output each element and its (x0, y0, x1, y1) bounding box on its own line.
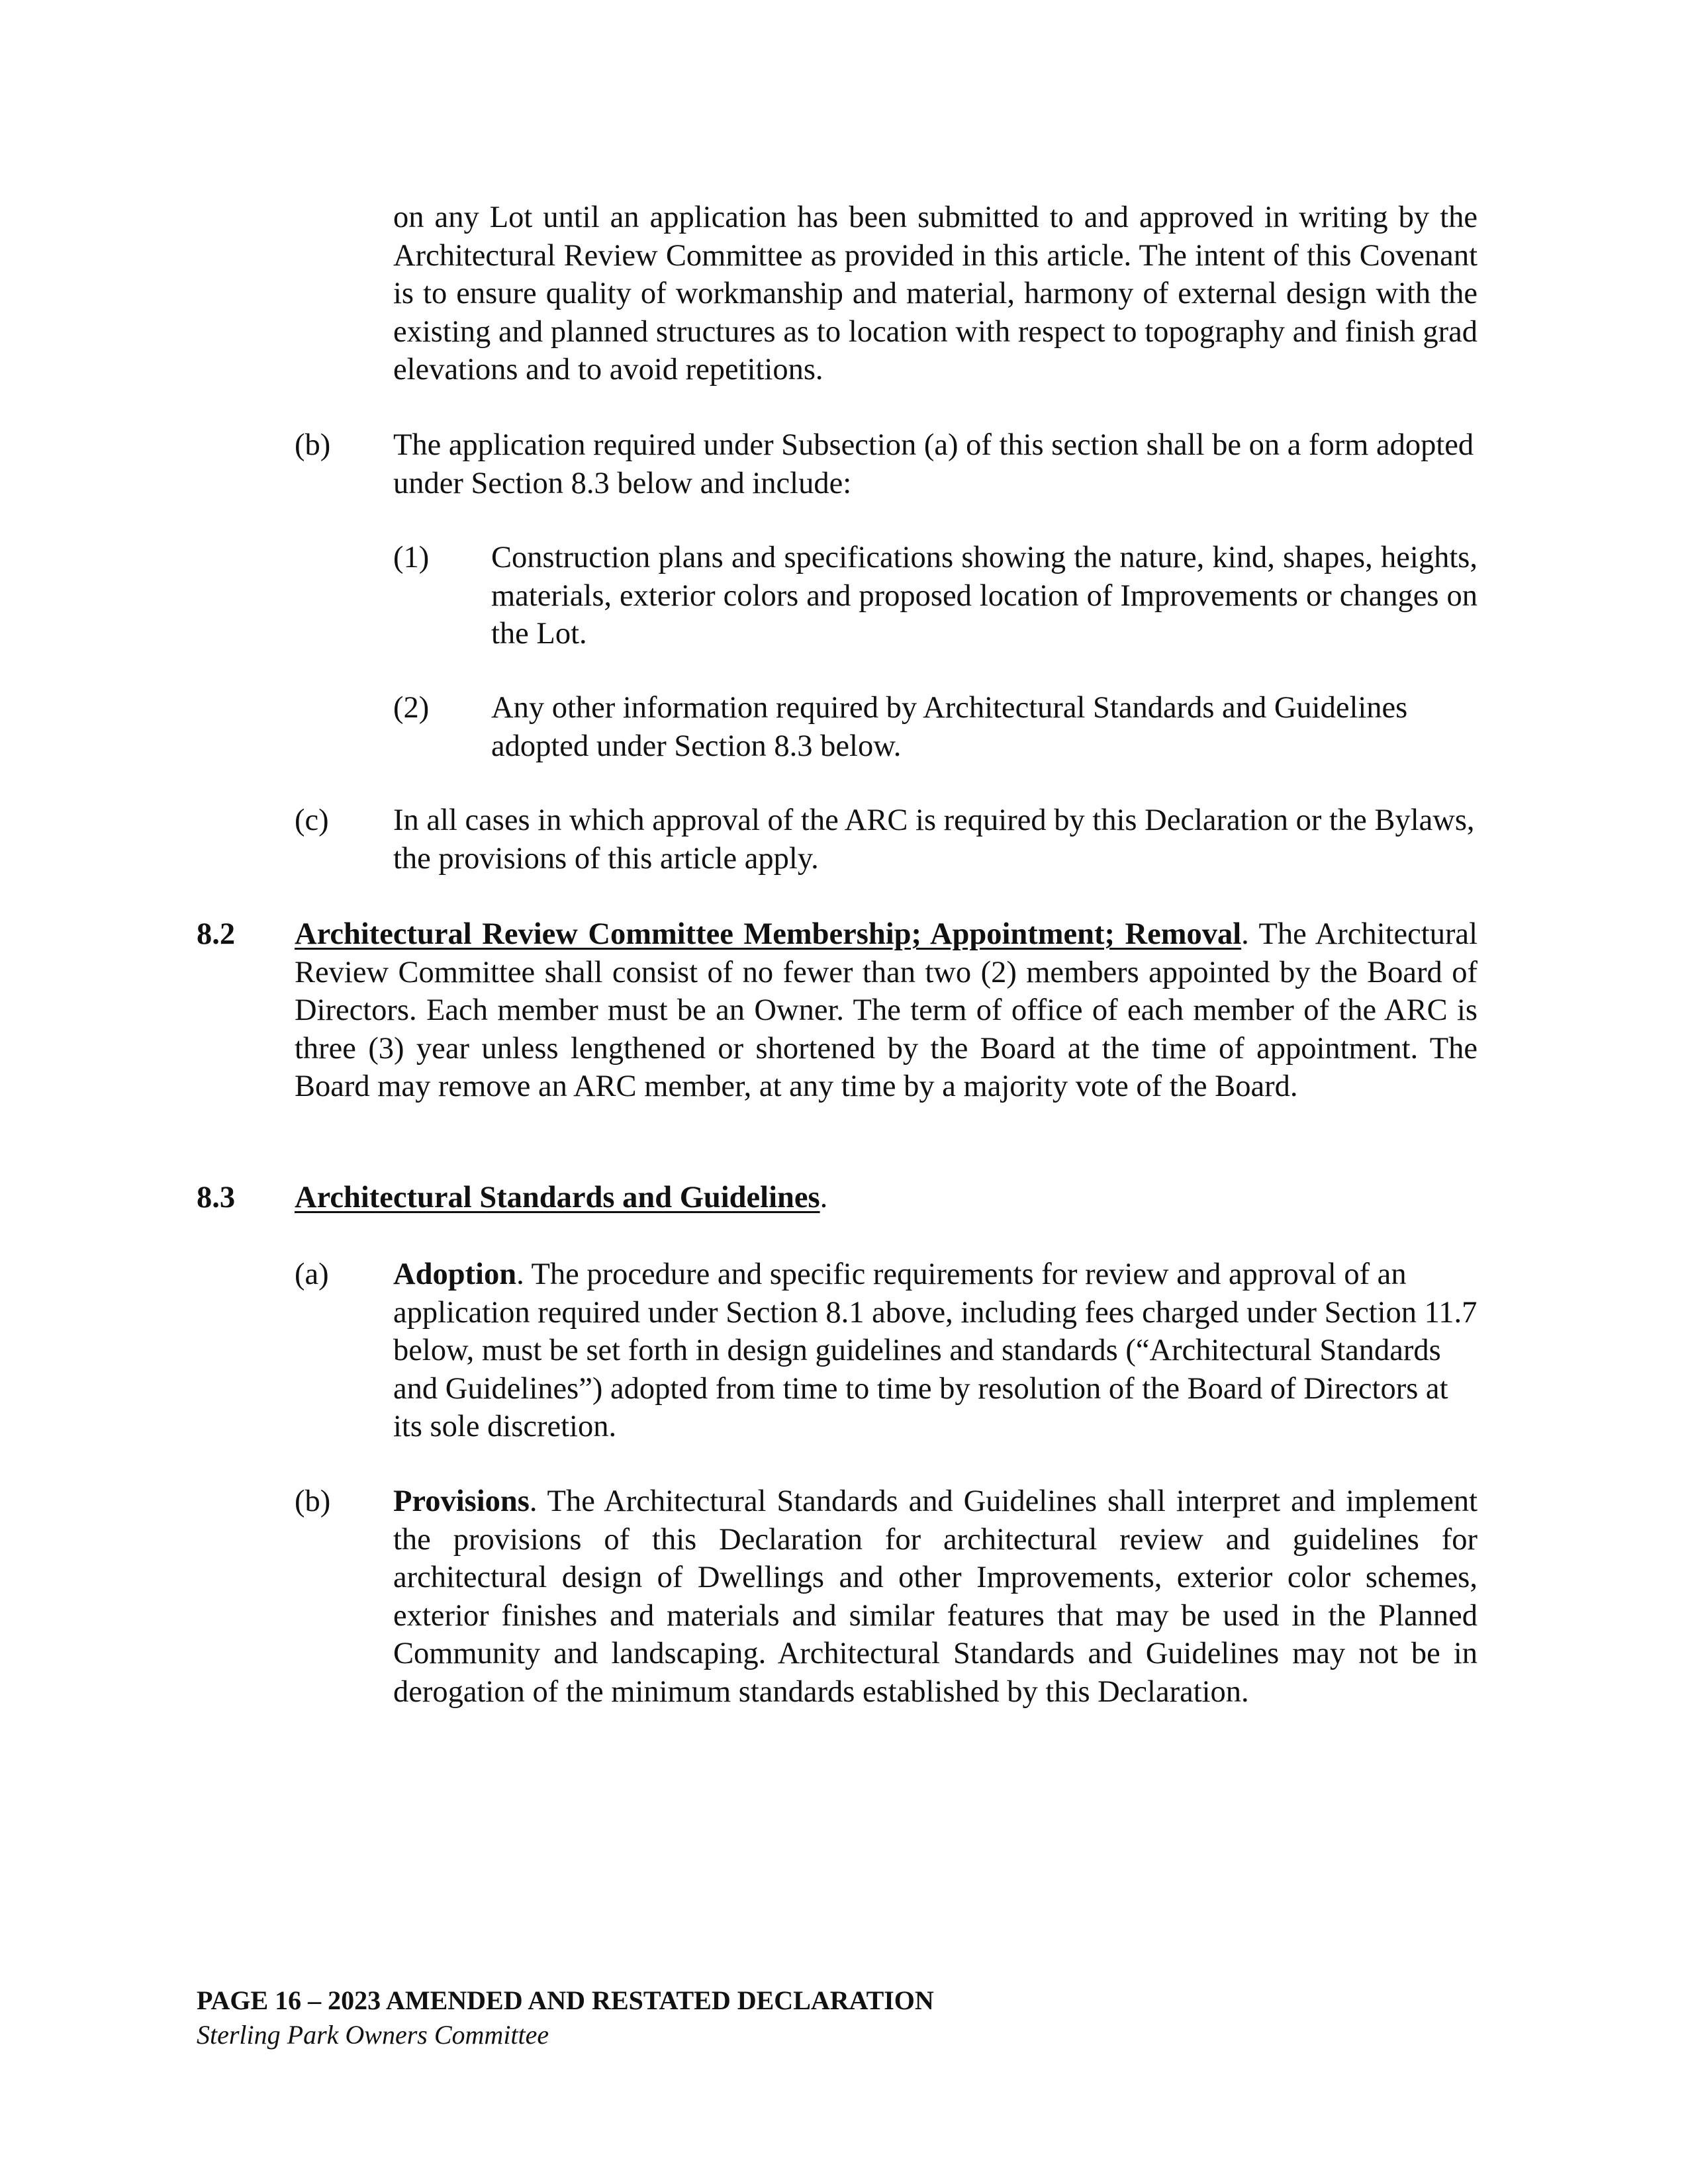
sec82-paragraph (295, 915, 1477, 1106)
sec83-b-punct: . (529, 1484, 538, 1518)
sec81-c-label: (c) (295, 803, 329, 837)
sec81-b-item-1-label: (1) (393, 541, 430, 574)
sec83-a-punct: . (516, 1257, 524, 1291)
sec83-a-title: Adoption (393, 1257, 517, 1291)
sec82-number: 8.2 (197, 917, 236, 951)
sec81-c-paragraph: In all cases in which approval of the ARC is required by this Declaration or the Bylaws, the provisions of this article apply. (393, 803, 1475, 876)
sec82-heading: Architectural Review Committee Membership; Appointment; Removal (295, 917, 1242, 951)
sec83-b-label: (b) (295, 1484, 331, 1518)
sec83-heading: Architectural Standards and Guidelines (295, 1181, 820, 1214)
sec81-b-item-1-text: Construction plans and specifications showing the nature, kind, shapes, heights, materials, exterior colors and proposed location of Improvements or changes on the Lot. (491, 541, 1477, 651)
sec82-heading-punct: . (1241, 917, 1249, 951)
intro-paragraph: on any Lot until an application has been submitted to and approved in writing by the Architectural Review Committee as provided in this article. The intent of this Covenant is to ensure quality of workmanship and material, harmony of external design with the existing and planned structures as to location with respect to topography and finish grad elevations and to avoid repetitions. (393, 201, 1477, 387)
footer-title: PAGE 16 – 2023 AMENDED AND RESTATED DECLARATION (197, 1985, 934, 2015)
sec81-b-label: (b) (295, 428, 331, 462)
sec83-a-label: (a) (295, 1257, 329, 1291)
sec83-a-paragraph (393, 1255, 1477, 1446)
sec83-heading-line (295, 1179, 827, 1217)
sec83-b-title: Provisions (393, 1484, 530, 1518)
sec81-b-paragraph: The application required under Subsection (a) of this section shall be on a form adopted under Section 8.3 below and include: (393, 428, 1474, 500)
sec83-b-paragraph (393, 1482, 1477, 1711)
sec81-b-item-2-label: (2) (393, 691, 430, 725)
footer-subtitle: Sterling Park Owners Committee (197, 2020, 549, 2050)
sec83-number: 8.3 (197, 1181, 236, 1214)
sec83-a-text: The procedure and specific requirements for review and approval of an application required under Section 8.1 above, including fees charged under Section 11.7 below, must be set forth in design guidelines and standards (“Architectural Standards and Guidelines”) adopted from time to time by resolution of the Board of Directors at its sole discretion. (393, 1257, 1477, 1443)
sec83-heading-punct: . (820, 1181, 828, 1214)
sec82-text: The Architectural Review Committee shall consist of no fewer than two (2) members appointed by the Board of Directors. Each member must be an Owner. The term of office of each member of the ARC is three (3) year unless lengthened or shortened by the Board at the time of appointment. The Board may remove an ARC member, at any time by a majority vote of the Board. (295, 917, 1477, 1103)
sec83-b-text: The Architectural Standards and Guidelines shall interpret and implement the provisions of this Declaration for architectural review and guidelines for architectural design of Dwellings and other Improvements, exterior color schemes, exterior finishes and materials and similar features that may be used in the Planned Community and landscaping. Architectural Standards and Guidelines may not be in derogation of the minimum standards established by this Declaration. (393, 1484, 1477, 1709)
sec81-b-item-2-text: Any other information required by Architectural Standards and Guidelines adopted under Section 8.3 below. (491, 691, 1408, 763)
